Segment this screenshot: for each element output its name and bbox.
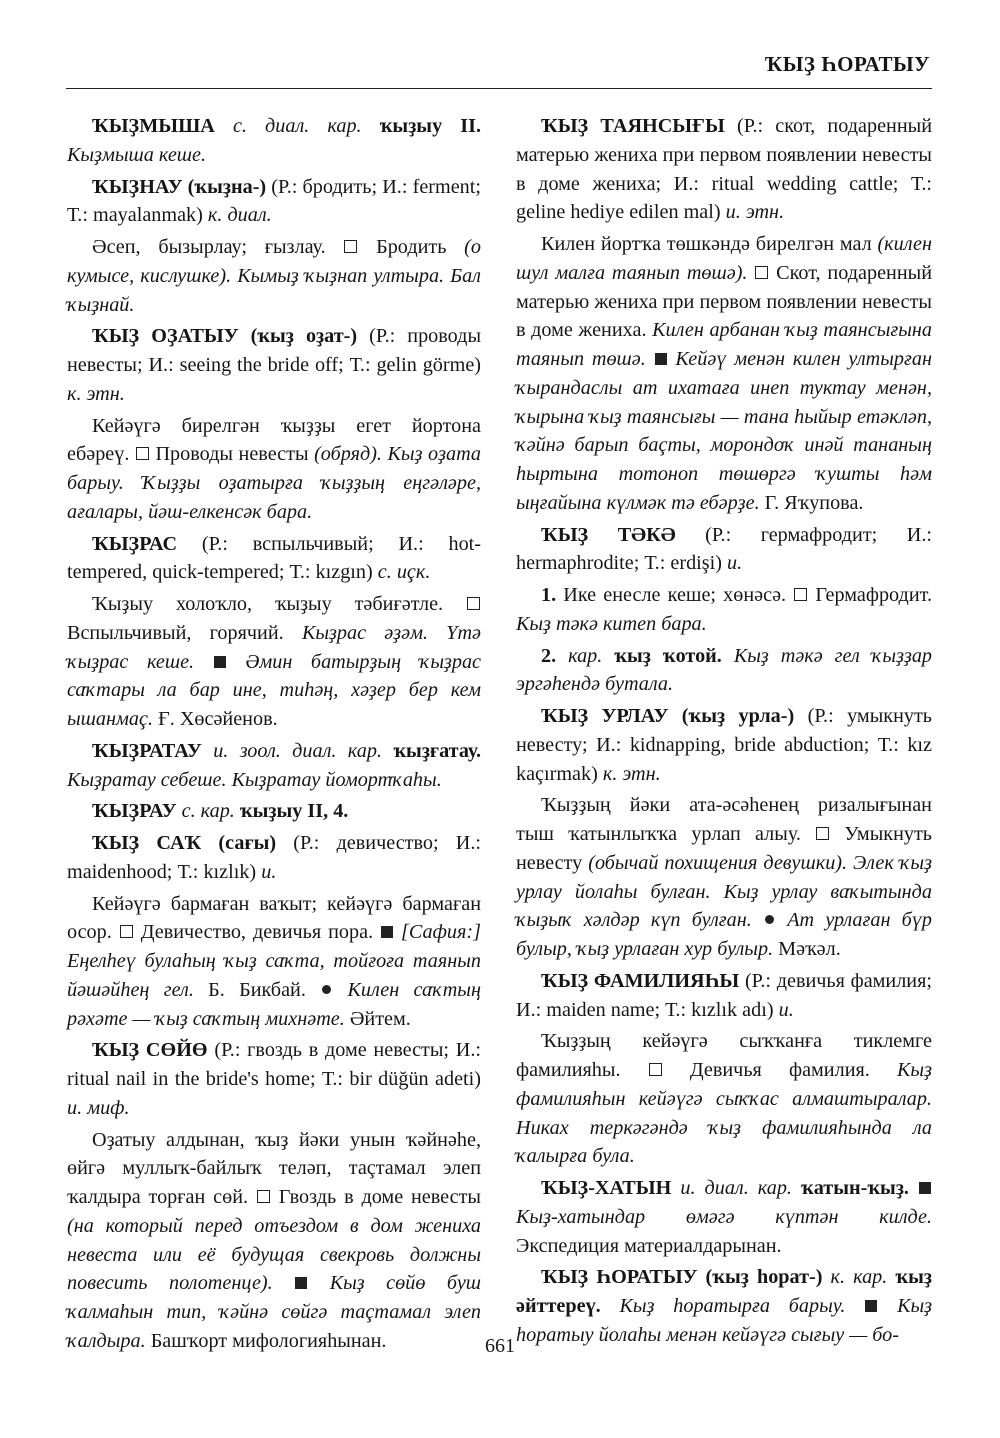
headword-text: ҠЫҘНАУ (ҡыҙна-) — [92, 175, 267, 198]
headword-text: ҠЫҘ-ХАТЫН — [541, 1177, 672, 1199]
plain-text: Кейәүгә бармаған ваҡыт; кейәүгә бармаған осор. — [67, 892, 481, 944]
italic-text: с. диал. кар. — [232, 115, 362, 137]
plain-text: Ҡыҙҙың кейәүгә сыҡҡанға тиклемге фамилияһы. — [516, 1030, 932, 1081]
plain-text — [722, 645, 734, 667]
plain-text — [362, 115, 380, 137]
headword-text: ҠЫҘ ТАЯНСЫҒЫ — [541, 115, 725, 137]
plain-text: (Р.: вспыльчивый; И.: hot-tempered, quick-tempered; Т.: kızgın) — [67, 532, 481, 584]
dictionary-paragraph — [67, 737, 481, 795]
italic-text: Кыҙ һоратырға барыу. — [619, 1295, 846, 1317]
filled-square-marker — [214, 656, 226, 668]
italic-text: и. диал. кар. — [680, 1177, 792, 1199]
plain-text — [202, 740, 213, 762]
plain-text — [602, 645, 614, 667]
plain-text: (Р.: скот, подаренный матерью жениха при первом появлении невесты в доме жениха; И.: ritual wedding cattle; Т.: geline hediye edilen mal) — [516, 115, 933, 224]
italic-text: (обычай похищения девушки). Элек ҡыҙ урлау йолаһы булған. Кыҙ урлау ваҡытында ҡыҙыҡ хәлдәр күп булған. — [516, 851, 932, 932]
italic-text: к. кар. — [830, 1266, 888, 1289]
plain-text — [878, 1295, 897, 1317]
plain-text: Әйтем. — [344, 1007, 411, 1030]
plain-text: (Р.: гвоздь в доме невесты; И.: ritual nail in the bride's home; Т.: bir düğün adeti) — [67, 1039, 481, 1090]
headword-text: ҡыҙ ҡотой. — [614, 644, 722, 667]
italic-text: Кыҙратау себеше. Кыҙратау йомортҡаһы. — [67, 768, 442, 791]
hollow-square-marker — [344, 240, 357, 253]
plain-text — [215, 115, 233, 137]
italic-text: и. этн. — [725, 201, 785, 224]
italic-text: кар. — [568, 644, 603, 667]
plain-text: (Р.: бродить; И.: ferment; Т.: mayalanmak) — [67, 175, 481, 227]
headword-text: ҡыҙ әйттереү. — [516, 1266, 933, 1317]
italic-text: и. — [727, 552, 743, 575]
plain-text: Проводы невесты — [149, 443, 315, 466]
filled-square-marker — [865, 1300, 877, 1312]
dictionary-paragraph — [67, 412, 481, 527]
italic-text: Әмин батырҙың ҡыҙрас саҡтары ла бар ине, тиһәң, хәҙер бер кем ышанмаç. — [67, 650, 482, 730]
plain-text: Девичья фамилия. — [662, 1059, 898, 1081]
plain-text — [601, 1295, 620, 1317]
dictionary-paragraph — [67, 530, 481, 588]
plain-text — [382, 740, 393, 762]
italic-text: и. миф. — [67, 1096, 130, 1119]
plain-text — [394, 921, 401, 943]
hollow-square-marker — [649, 1063, 662, 1076]
plain-text: Гвоздь в доме невесты — [270, 1186, 481, 1208]
hollow-square-marker — [120, 925, 133, 938]
plain-text: Гермафродит. — [808, 584, 932, 606]
plain-text — [776, 909, 787, 931]
plain-text: Девичество, девичья пора. — [133, 921, 381, 944]
dictionary-paragraph — [516, 791, 932, 964]
italic-text: Кыҙ сөйө буш ҡалмаһын тип, ҡәйнә сөйгә таçтамал элеп ҡалдыра. — [67, 1272, 482, 1352]
dictionary-paragraph — [516, 1027, 932, 1171]
right-column — [516, 112, 932, 1353]
plain-text — [556, 645, 568, 667]
dictionary-paragraph — [516, 967, 932, 1025]
headword-text: ҠЫҘ УРЛАУ (ҡыҙ урла-) — [541, 705, 795, 727]
plain-text — [822, 1266, 830, 1288]
italic-text: Кыҙмыша кеше. — [67, 143, 207, 166]
dictionary-paragraph — [67, 590, 481, 734]
italic-text: Килен саҡтың рәхәте — ҡыҙ саҡтың михнәте. — [67, 978, 481, 1030]
dictionary-paragraph — [516, 642, 932, 700]
dictionary-paragraph — [516, 112, 932, 227]
plain-text: Вспыльчивый, горячий. — [67, 621, 302, 644]
headword-text: ҠЫҘМЫША — [92, 115, 215, 137]
plain-text: Башҡорт мифологияһынан. — [145, 1329, 387, 1352]
plain-text: Г. Яҡупова. — [759, 491, 864, 514]
plain-text: Ҡыҙҙың йәки ата-әсәһенең ризалығынан тыш ҡатынлыҡҡа урлап алыу. — [516, 794, 932, 845]
plain-text: (Р.: девичество; И.: maidenhood; Т.: kızlık) — [67, 832, 481, 883]
italic-text: (обряд). Кыҙ оҙата барыу. Ҡыҙҙы оҙатырға ҡыҙҙың еңгәләре, ағалары, йәш-елкенсәк бара. — [67, 443, 481, 523]
headword-text: ҡыҙғатау. — [393, 739, 482, 762]
dictionary-paragraph — [516, 230, 932, 518]
plain-text: (Р.: умыкнуть невесту; И.: kidnapping, bride abduction; Т.: kız kaçırmak) — [516, 705, 932, 785]
filled-square-marker — [655, 353, 667, 365]
hollow-square-marker — [755, 266, 768, 279]
headword-text: 1. — [541, 584, 557, 606]
italic-text: к. этн. — [602, 762, 661, 785]
dictionary-paragraph — [67, 829, 481, 887]
plain-text — [909, 1177, 918, 1199]
italic-text: Кыҙ һоратыу йолаһы менән кейәүгә сығыу — бо- — [516, 1295, 933, 1346]
plain-text: Мәҡәл. — [773, 938, 841, 960]
dictionary-paragraph — [516, 581, 932, 639]
hollow-square-marker — [257, 1190, 270, 1203]
headword-text: ҠЫҘРАТАУ — [92, 739, 202, 762]
dictionary-paragraph — [516, 1174, 932, 1260]
dictionary-paragraph — [67, 1126, 481, 1356]
italic-text: Кейәү менән килен ултырған ҡырандаслы ат ихатаға инеп туктау менән, ҡырына ҡыҙ таянсығы — тана һыйыр етәкләп, ҡәйнә барып баçты, морондоҡ инәй тананың һыртына тотоноп төшөргә ҡушты һәм ыңғайына күлмәк тә ебәрҙе. — [516, 348, 932, 514]
italic-text: и. зоол. диал. кар. — [213, 739, 382, 762]
filled-square-marker — [381, 926, 393, 938]
italic-text: Килен арбанан ҡыҙ таянсығына таянып төшә. — [516, 319, 932, 370]
italic-text: (о кумысе, кислушке). Кымыҙ ҡыҙнап ултыра. Бал ҡыҙнай. — [67, 236, 481, 316]
dictionary-paragraph — [67, 797, 481, 826]
italic-text: Кыҙ тәкә гел ҡыҙҙар эргәһендә бутала. — [516, 644, 933, 696]
headword-text: 2. — [541, 644, 557, 667]
plain-text: Оҙатыу алдынан, ҡыҙ йәки унын ҡәйнәһе, өйгә муллыҡ-байлыҡ теләп, таçтамал элеп ҡалдыра торған сөй. — [67, 1128, 481, 1208]
plain-text: Ҡыҙыу холоҡло, ҡыҙыу тәбиғәтле. — [92, 593, 466, 615]
dictionary-paragraph — [67, 890, 481, 1034]
plain-text — [273, 1272, 295, 1294]
bullet-dot-marker — [765, 915, 774, 924]
italic-text: Кыҙрас әҙәм. Үтә ҡыҙрас кеше. — [67, 621, 481, 673]
plain-text: Экспедиция материалдарынан. — [516, 1234, 782, 1257]
dictionary-paragraph — [67, 233, 481, 319]
plain-text — [747, 262, 754, 284]
dictionary-paragraph — [516, 521, 932, 579]
headword-text: ҠЫҘРАС — [92, 532, 178, 555]
plain-text: Скот, подаренный матерью жениха при первом появлении невесты в доме жениха. — [516, 261, 932, 342]
hollow-square-marker — [136, 447, 149, 460]
plain-text — [792, 1177, 801, 1199]
plain-text — [333, 979, 347, 1001]
plain-text: Бродить — [358, 236, 465, 258]
headword-text: ҠЫҘ ОҘАТЫУ (ҡыҙ оҙат-) — [92, 325, 358, 348]
plain-text: Килен йортҡа төшкәндә бирелгән мал — [541, 233, 878, 255]
plain-text: Умыкнуть невесту — [516, 823, 932, 874]
hollow-square-marker — [816, 827, 829, 840]
italic-text: [Сафия:] Еңелһеү булаһың ҡыҙ саҡта, тойғоға таянып йәшәйһең гел. — [67, 921, 481, 1001]
plain-text: Б. Бикбай. — [193, 978, 321, 1001]
hollow-square-marker — [467, 597, 480, 610]
plain-text — [308, 1272, 330, 1294]
italic-text: Кыҙ фамилияһын кейәүгә сыҡҡас алмаштыралар. Никах теркәгәндә ҡыҙ фамилияһында ла ҡалырға була. — [516, 1059, 932, 1168]
italic-text: с. иçк. — [377, 561, 431, 584]
plain-text: Әсеп, бызырлау; ғызлау. — [92, 236, 344, 258]
headword-text: ҠЫҘ САҠ (сағы) — [92, 832, 277, 854]
filled-square-marker — [295, 1277, 307, 1289]
plain-text — [194, 651, 213, 673]
headword-text: ҡатын-ҡыҙ. — [801, 1177, 909, 1199]
plain-text: Ғ. Хөсәйенов. — [153, 708, 278, 730]
headword-text: ҠЫҘРАУ — [92, 800, 177, 823]
headword-text: ҠЫҘ СӨЙӨ — [92, 1039, 208, 1062]
plain-text — [671, 1177, 680, 1199]
hollow-square-marker — [794, 588, 807, 601]
dictionary-paragraph — [67, 112, 481, 170]
italic-text: к. этн. — [67, 382, 125, 405]
headword-text: ҠЫҘ ҺОРАТЫУ (ҡыҙ һорат-) — [541, 1266, 823, 1289]
left-column — [67, 112, 481, 1359]
plain-text: Ике енесле кеше; хөнәсә. — [556, 584, 794, 606]
italic-text: к. диал. — [207, 204, 272, 227]
italic-text: Кыҙ-хатындар өмәгә күптән килде. — [516, 1205, 932, 1228]
italic-text: Кыҙ тәкә китеп бара. — [516, 612, 707, 635]
italic-text: Ат урлаған бүр булыр, ҡыҙ урлаған хур булыр. — [516, 909, 932, 960]
headword-text: ҠЫҘ ФАМИЛИЯҺЫ — [541, 969, 740, 992]
plain-text — [752, 909, 763, 931]
plain-text — [646, 348, 654, 370]
plain-text: (Р.: гермафродит; И.: hermaphrodite; Т.: erdişi) — [516, 523, 932, 575]
dictionary-paragraph — [67, 322, 481, 408]
plain-text: Кейәүгә бирелгән ҡыҙҙы егет йортона ебәреү. — [67, 414, 481, 466]
plain-text — [845, 1295, 864, 1317]
italic-text: (килен шул малға таянып төшә). — [516, 233, 932, 284]
plain-text: (Р.: проводы невесты; И.: seeing the bride off; Т.: gelin görme) — [67, 325, 482, 376]
page-number: 661 — [485, 1335, 515, 1357]
dictionary-paragraph — [516, 702, 932, 788]
dictionary-paragraph — [67, 173, 481, 231]
headword-text: ҡыҙыу II, 4. — [239, 800, 349, 823]
plain-text — [227, 651, 246, 673]
italic-text: с. кар. — [181, 800, 235, 823]
dictionary-paragraph — [67, 1036, 481, 1122]
italic-text: (на который перед отъездом в дом жениха невеста или её будущая свекровь должны повесить полотенце). — [67, 1214, 481, 1295]
bullet-dot-marker — [322, 985, 331, 994]
italic-text: и. — [778, 998, 794, 1021]
running-head: ҠЫҘ ҺОРАТЫУ — [764, 52, 930, 76]
headword-text: ҠЫҘ ТӘКӘ — [541, 523, 676, 546]
filled-square-marker — [919, 1182, 931, 1194]
italic-text: и. — [261, 860, 277, 883]
headword-text: ҡыҙыу II. — [379, 115, 482, 137]
header-rule — [66, 88, 932, 89]
plain-text: (Р.: девичья фамилия; И.: maiden name; Т.: kızlık adı) — [516, 969, 932, 1021]
